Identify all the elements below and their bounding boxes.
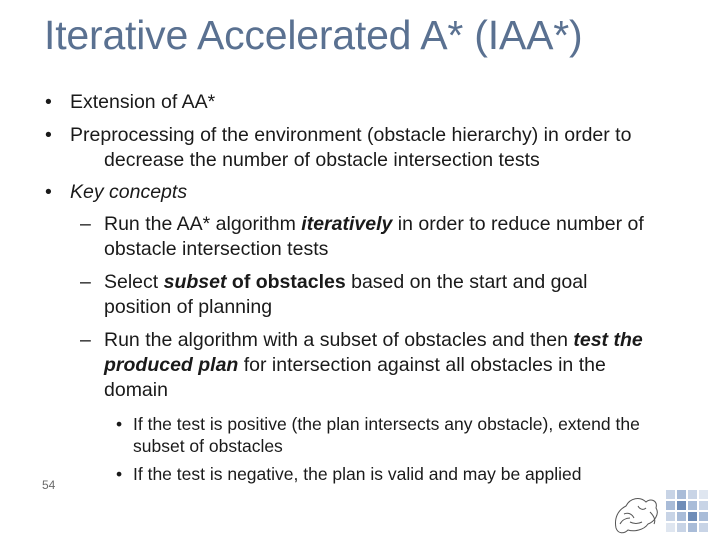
- sub-iterative-emphasis: iteratively: [301, 213, 393, 235]
- bullet-preprocessing-line1: Preprocessing of the environment (obstacle hierarchy) in order to: [70, 124, 632, 146]
- sub-test-line2: [104, 353, 606, 377]
- sub-iterative-line1: [104, 212, 644, 236]
- bullet-marker: •: [45, 91, 52, 113]
- sub-subset-bold: of obstacles: [226, 271, 346, 293]
- bullet-marker: •: [116, 464, 123, 484]
- slide-title: Iterative Accelerated A* (IAA*): [44, 12, 583, 58]
- sub-test-line3: domain: [104, 379, 168, 401]
- bullet-extension: Extension of AA*: [70, 91, 216, 113]
- sub-subset-line1: [104, 270, 587, 294]
- sub-test-pre: Run the algorithm with a subset of obstacles and then: [104, 329, 574, 351]
- lion-and-grid-logo-icon: [610, 488, 714, 536]
- sub-iterative-pre: Run the AA* algorithm: [104, 213, 302, 235]
- sub-test-post2: for intersection against all obstacles in the: [238, 354, 606, 376]
- subsub-negative-line1: If the test is negative, the plan is valid and may be applied: [133, 464, 582, 484]
- subsub-positive-line1: If the test is positive (the plan intersects any obstacle), extend the: [133, 414, 640, 434]
- university-logo: [610, 488, 714, 541]
- bullet-marker: •: [116, 414, 123, 434]
- sub-subset-emphasis: subset: [163, 271, 227, 293]
- dash-marker: –: [80, 271, 91, 293]
- page-number: 54: [42, 478, 56, 492]
- subsub-positive-line2: subset of obstacles: [133, 436, 283, 456]
- bullet-marker: •: [45, 181, 52, 203]
- sub-iterative-line2: obstacle intersection tests: [104, 238, 329, 260]
- sub-test-emphasis2: produced plan: [104, 354, 239, 376]
- bullet-key-concepts: [70, 180, 187, 204]
- sub-subset-post: based on the start and goal: [345, 271, 588, 293]
- sub-iterative-post: in order to reduce number of: [392, 213, 644, 235]
- sub-subset-line2: position of planning: [104, 296, 273, 318]
- key-concepts-text: Key concepts: [70, 181, 188, 203]
- bullet-preprocessing-line2: decrease the number of obstacle intersection tests: [104, 149, 540, 171]
- sub-test-emphasis1: test the: [573, 329, 643, 351]
- dash-marker: –: [80, 329, 91, 351]
- sub-test-line1: [104, 328, 643, 352]
- dash-marker: –: [80, 213, 91, 235]
- sub-subset-pre: Select: [104, 271, 164, 293]
- bullet-marker: •: [45, 124, 52, 146]
